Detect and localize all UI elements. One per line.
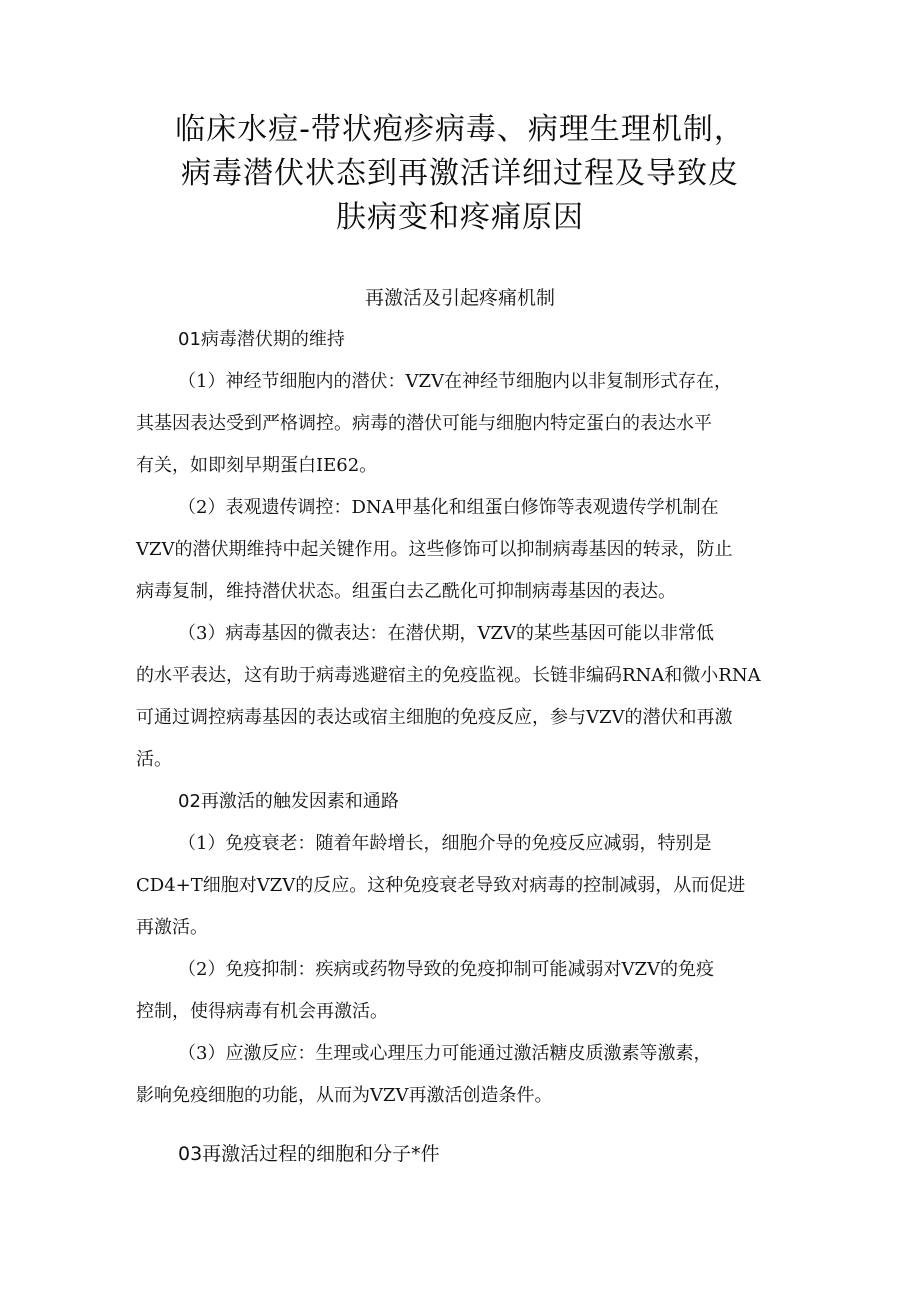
- paragraph-1-line-2: 其基因表达受到严格调控。病毒的潜伏可能与细胞内特定蛋白的表达水平: [136, 413, 712, 434]
- title-line-2: 病毒潜伏状态到再激活详细过程及导致皮: [181, 156, 739, 191]
- paragraph-2-line-1: （2）表观遗传调控：DNA甲基化和组蛋白修饰等表观遗传学机制在: [178, 497, 719, 518]
- document-title: [100, 108, 820, 240]
- paragraph-5-line-1: （2）免疫抑制：疾病或药物导致的免疫抑制可能减弱对VZV的免疫: [178, 959, 714, 980]
- paragraph-4-line-3: 再激活。: [136, 917, 208, 938]
- paragraph-5-line-2: 控制，使得病毒有机会再激活。: [136, 1001, 388, 1022]
- paragraph-1-line-3: 有关，如即刻早期蛋白IE62。: [136, 455, 378, 476]
- paragraph-2-line-2: VZV的潜伏期维持中起关键作用。这些修饰可以抑制病毒基因的转录，防止: [136, 539, 733, 560]
- paragraph-1-line-1: （1）神经节细胞内的潜伏：VZV在神经节细胞内以非复制形式存在，: [178, 371, 732, 392]
- paragraph-3-line-2: 的水平表达，这有助于病毒逃避宿主的免疫监视。长链非编码RNA和微小RNA: [136, 665, 761, 686]
- heading-03: 03再激活过程的细胞和分子*件: [178, 1143, 440, 1165]
- paragraph-6-line-1: （3）应激反应：生理或心理压力可能通过激活糖皮质激素等激素，: [178, 1043, 712, 1064]
- paragraph-4-line-2: CD4+T细胞对VZV的反应。这种免疫衰老导致对病毒的控制减弱，从而促进: [136, 875, 746, 896]
- heading-01: 01病毒潜伏期的维持: [178, 329, 345, 350]
- paragraph-3-line-4: 活。: [136, 749, 172, 770]
- section-title: 再激活及引起疼痛机制: [364, 287, 555, 309]
- paragraph-4-line-1: （1）免疫衰老：随着年龄增长，细胞介导的免疫反应减弱，特别是: [178, 833, 712, 854]
- paragraph-2-line-3: 病毒复制，维持潜伏状态。组蛋白去乙酰化可抑制病毒基因的表达。: [136, 581, 676, 602]
- title-line-3: 肤病变和疼痛原因: [336, 200, 584, 235]
- paragraph-6-line-2: 影响免疫细胞的功能，从而为VZV再激活创造条件。: [136, 1085, 553, 1106]
- paragraph-3-line-1: （3）病毒基因的微表达：在潜伏期，VZV的某些基因可能以非常低: [178, 623, 714, 644]
- heading-02: 02再激活的触发因素和通路: [178, 791, 399, 812]
- title-line-1: 临床水痘-带状疱疹病毒、病理生理机制，: [175, 112, 745, 147]
- paragraph-3-line-3: 可通过调控病毒基因的表达或宿主细胞的免疫反应，参与VZV的潜伏和再激: [136, 707, 733, 728]
